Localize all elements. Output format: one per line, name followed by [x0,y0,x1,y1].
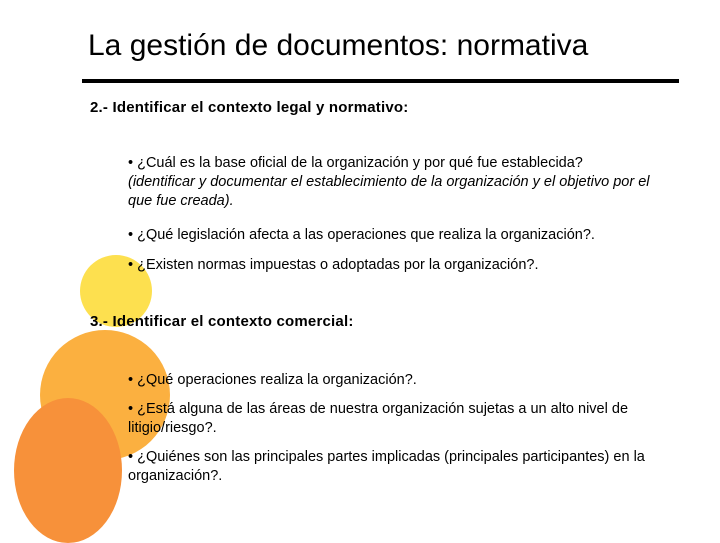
page-title: La gestión de documentos: normativa [88,29,589,62]
bullet-legal-basis [128,154,668,211]
bullet-legislation: • ¿Qué legislación afecta a las operaciones que realiza la organización?. [128,227,595,243]
bullet-litigation-risk: • ¿Está alguna de las áreas de nuestra organización sujetas a un alto nivel de litigio/riesgo?. [128,401,629,436]
bullet-text: • ¿Cuál es la base oficial de la organización y por qué fue establecida? [128,155,583,171]
section-heading-commercial: 3.- Identificar el contexto comercial: [90,313,354,330]
decorative-circle-orange [14,398,122,543]
title-divider [82,79,679,83]
bullet-stakeholders: • ¿Quiénes son las principales partes implicadas (principales participantes) en la organización?. [128,449,645,484]
bullet-note: (identificar y documentar el establecimiento de la organización y el objetivo por el que fue creada). [128,174,650,209]
section-heading-legal: 2.- Identificar el contexto legal y normativo: [90,99,409,116]
bullet-norms: • ¿Existen normas impuestas o adoptadas por la organización?. [128,257,539,273]
bullet-operations: • ¿Qué operaciones realiza la organización?. [128,372,417,388]
